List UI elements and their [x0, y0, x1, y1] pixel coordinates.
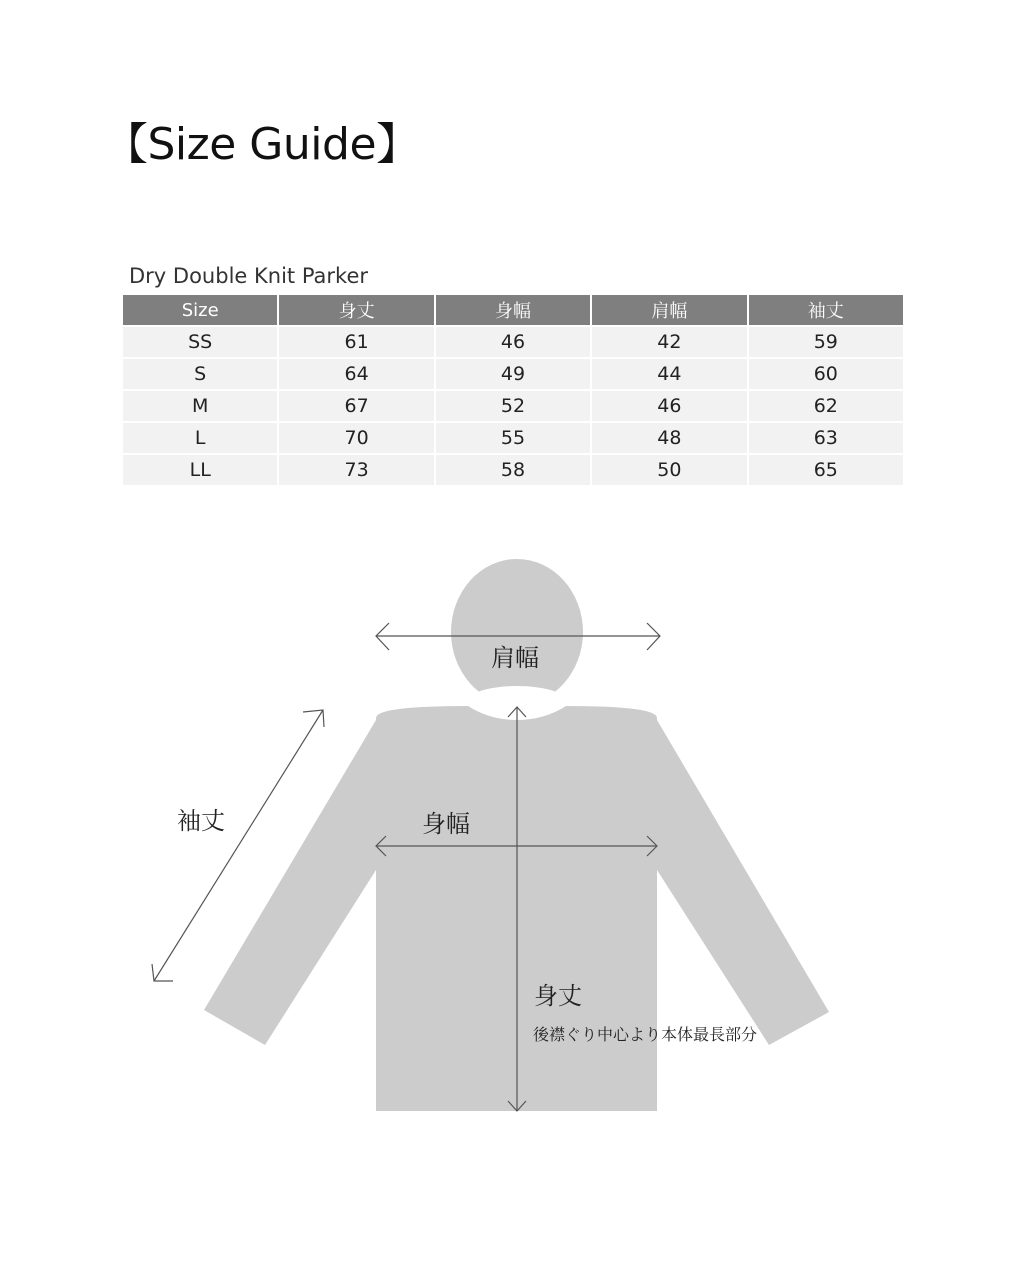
table-cell: 60 [749, 359, 903, 389]
table-cell: SS [123, 327, 277, 357]
header-size: Size [123, 295, 277, 325]
table-cell: M [123, 391, 277, 421]
table-cell: LL [123, 455, 277, 485]
table-cell: 64 [279, 359, 433, 389]
table-cell: 46 [592, 391, 746, 421]
product-name: Dry Double Knit Parker [129, 264, 369, 288]
left-sleeve-shape [204, 720, 376, 1045]
table-cell: 70 [279, 423, 433, 453]
body-width-label: 身幅 [422, 810, 470, 838]
header-sleeve-length: 袖丈 [749, 295, 903, 325]
table-cell: 46 [436, 327, 590, 357]
hood-shape [451, 559, 583, 705]
shoulder-width-label: 肩幅 [491, 644, 539, 672]
body-length-note: 後襟ぐり中心より本体最長部分 [533, 1025, 758, 1044]
table-cell: 50 [592, 455, 746, 485]
header-shoulder-width: 肩幅 [592, 295, 746, 325]
table-cell: 62 [749, 391, 903, 421]
body-length-label: 身丈 [534, 982, 582, 1010]
table-cell: 67 [279, 391, 433, 421]
table-cell: S [123, 359, 277, 389]
header-body-length: 身丈 [279, 295, 433, 325]
table-cell: 63 [749, 423, 903, 453]
right-sleeve-shape [657, 720, 829, 1045]
table-cell: 48 [592, 423, 746, 453]
page-title: 【Size Guide】 [104, 119, 420, 170]
table-cell: 44 [592, 359, 746, 389]
sleeve-length-label: 袖丈 [177, 807, 225, 835]
table-cell: 49 [436, 359, 590, 389]
table-cell: 42 [592, 327, 746, 357]
table-cell: 55 [436, 423, 590, 453]
table-cell: L [123, 423, 277, 453]
table-cell: 65 [749, 455, 903, 485]
header-body-width: 身幅 [436, 295, 590, 325]
table-cell: 59 [749, 327, 903, 357]
table-cell: 58 [436, 455, 590, 485]
table-cell: 61 [279, 327, 433, 357]
table-cell: 73 [279, 455, 433, 485]
table-cell: 52 [436, 391, 590, 421]
